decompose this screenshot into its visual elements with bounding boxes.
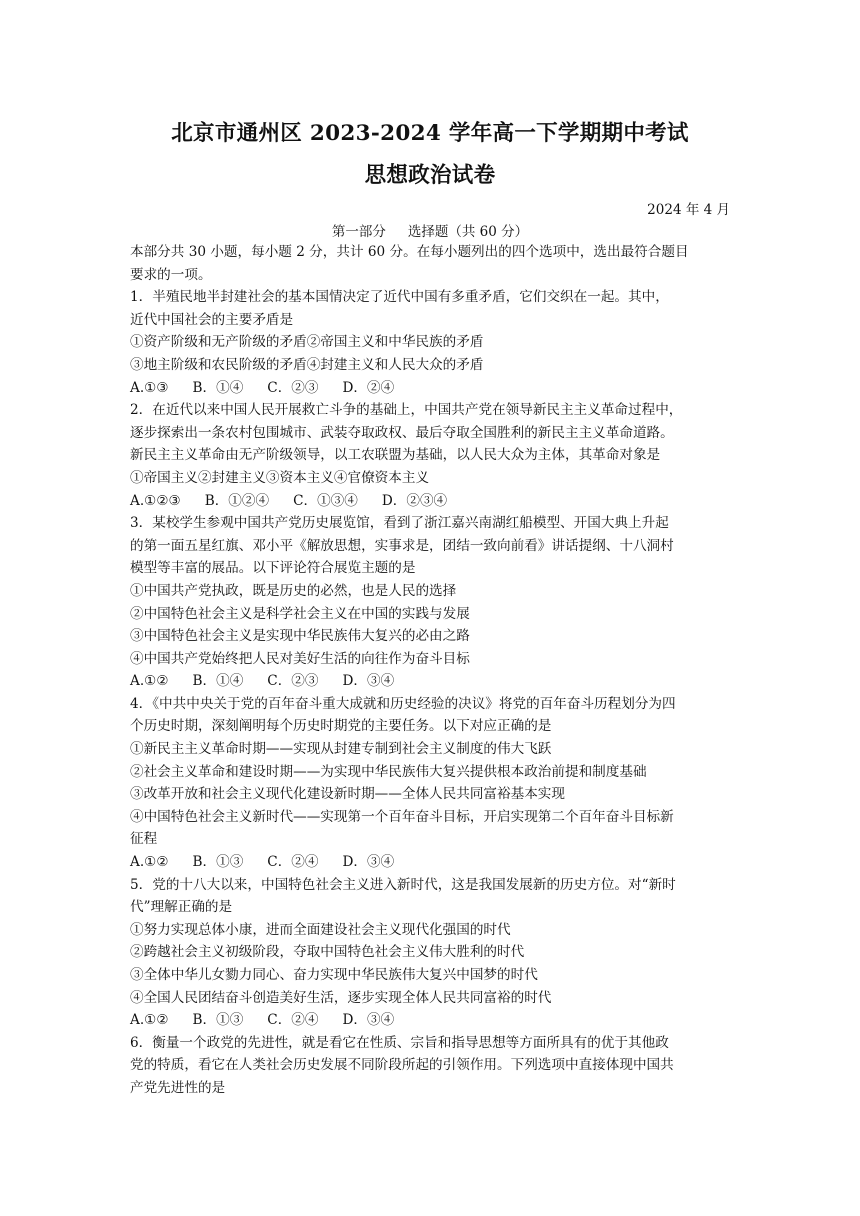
option-b: B．①④	[192, 673, 244, 690]
page-subtitle: 思想政治试卷	[364, 163, 496, 188]
option-a: A.①②③	[130, 492, 181, 509]
option-b: B．①③	[192, 854, 244, 871]
answer-options	[130, 1009, 730, 1032]
question-stem: 个历史时期，深刻阐明每个历史时期党的主要任务。以下对应正确的是	[130, 718, 552, 735]
question-stem: 1．半殖民地半封建社会的基本国情决定了近代中国有多重矛盾，它们交织在一起。其中，	[130, 289, 669, 306]
statement-item: ①帝国主义②封建主义③资本主义④官僚资本主义	[130, 469, 430, 486]
question-2	[130, 399, 730, 512]
question-stem: 新民主主义革命由无产阶级领导，以工农联盟为基础，以人民大众为主体，其革命对象是	[130, 447, 661, 464]
question-stem: 逐步探索出一条农村包围城市、武装夺取政权、最后夺取全国胜利的新民主主义革命道路。	[130, 424, 674, 441]
answer-options	[130, 851, 730, 874]
option-c: C．②③	[267, 673, 319, 690]
exam-date: 2024 年 4 月	[647, 202, 730, 218]
statement-item: ①资产阶级和无产阶级的矛盾②帝国主义和中华民族的矛盾	[130, 334, 484, 351]
option-b: B．①②④	[204, 492, 270, 509]
statement-item: ④中国特色社会主义新时代——实现第一个百年奋斗目标，开启实现第二个百年奋斗目标新	[130, 808, 674, 825]
answer-options	[130, 490, 730, 513]
question-stem: 5．党的十八大以来，中国特色社会主义进入新时代，这是我国发展新的历史方位。对“新时	[130, 876, 676, 893]
question-stem: 2．在近代以来中国人民开展救亡斗争的基础上，中国共产党在领导新民主主义革命过程中，	[130, 402, 683, 419]
question-4	[130, 693, 730, 874]
statement-item: ③改革开放和社会主义现代化建设新时期——全体人民共同富裕基本实现	[130, 786, 565, 803]
option-a: A.①②	[130, 854, 169, 871]
question-3	[130, 512, 730, 693]
question-stem: 3．某校学生参观中国共产党历史展览馆，看到了浙江嘉兴南湖红船模型、开国大典上升起	[130, 515, 669, 532]
exam-body	[130, 241, 730, 1100]
question-stem: 4．《中共中央关于党的百年奋斗重大成就和历史经验的决议》将党的百年奋斗历程划分为四	[130, 695, 676, 712]
statement-item: ②跨越社会主义初级阶段，夺取中国特色社会主义伟大胜利的时代	[130, 944, 525, 961]
intro-line: 本部分共 30 小题，每小题 2 分，共计 60 分。在每小题列出的四个选项中，选出最符合题目	[130, 244, 689, 260]
section-part: 第一部分	[331, 224, 386, 240]
option-b: B．①④	[192, 379, 244, 396]
question-stem: 模型等丰富的展品。以下评论符合展览主题的是	[130, 560, 416, 577]
answer-options	[130, 670, 730, 693]
question-5	[130, 874, 730, 1032]
statement-item: ①努力实现总体小康，进而全面建设社会主义现代化强国的时代	[130, 921, 511, 938]
option-a: A.①③	[130, 379, 169, 396]
question-stem: 产党先进性的是	[130, 1079, 226, 1096]
option-d: D．②④	[342, 379, 395, 396]
statement-item: ③地主阶级和农民阶级的矛盾④封建主义和人民大众的矛盾	[130, 356, 484, 373]
option-c: C．①③④	[293, 492, 358, 509]
option-c: C．②④	[267, 854, 319, 871]
option-d: D．③④	[342, 1012, 395, 1029]
question-1	[130, 286, 730, 399]
option-c: C．②③	[267, 379, 319, 396]
question-stem: 代”理解正确的是	[130, 899, 233, 916]
section-name: 选择题（共 60 分）	[407, 224, 529, 240]
intro-line: 要求的一项。	[130, 266, 212, 283]
statement-item: ④全国人民团结奋斗创造美好生活，逐步实现全体人民共同富裕的时代	[130, 989, 552, 1006]
question-stem: 的第一面五星红旗、邓小平《解放思想，实事求是，团结一致向前看》讲话提纲、十八洞村	[130, 537, 674, 554]
statement-item: ④中国共产党始终把人民对美好生活的向往作为奋斗目标	[130, 650, 470, 667]
option-d: D．②③④	[381, 492, 448, 509]
statement-item: ③全体中华儿女勠力同心、奋力实现中华民族伟大复兴中国梦的时代	[130, 967, 538, 983]
statement-item: ③中国特色社会主义是实现中华民族伟大复兴的必由之路	[130, 628, 470, 645]
option-d: D．③④	[342, 673, 395, 690]
page-title: 北京市通州区 2023-2024 学年高一下学期期中考试	[171, 121, 689, 146]
option-b: B．①③	[192, 1012, 244, 1029]
statement-item: ①中国共产党执政，既是历史的必然，也是人民的选择	[130, 582, 457, 599]
section-heading	[0, 220, 860, 240]
statement-item: 征程	[130, 831, 158, 848]
option-d: D．③④	[342, 854, 395, 871]
question-6	[130, 1032, 730, 1100]
statement-item: ②中国特色社会主义是科学社会主义在中国的实践与发展	[130, 605, 470, 622]
question-stem: 党的特质，看它在人类社会历史发展不同阶段所起的引领作用。下列选项中直接体现中国共	[130, 1057, 674, 1074]
question-stem: 6．衡量一个政党的先进性，就是看它在性质、宗旨和指导思想等方面所具有的优于其他政	[130, 1034, 669, 1051]
option-c: C．②④	[267, 1012, 319, 1029]
option-a: A.①②	[130, 673, 169, 690]
statement-item: ②社会主义革命和建设时期——为实现中华民族伟大复兴提供根本政治前提和制度基础	[130, 763, 647, 780]
option-a: A.①②	[130, 1012, 169, 1029]
answer-options	[130, 377, 730, 400]
question-stem: 近代中国社会的主要矛盾是	[130, 311, 294, 328]
statement-item: ①新民主主义革命时期——实现从封建专制到社会主义制度的伟大飞跃	[130, 741, 552, 758]
